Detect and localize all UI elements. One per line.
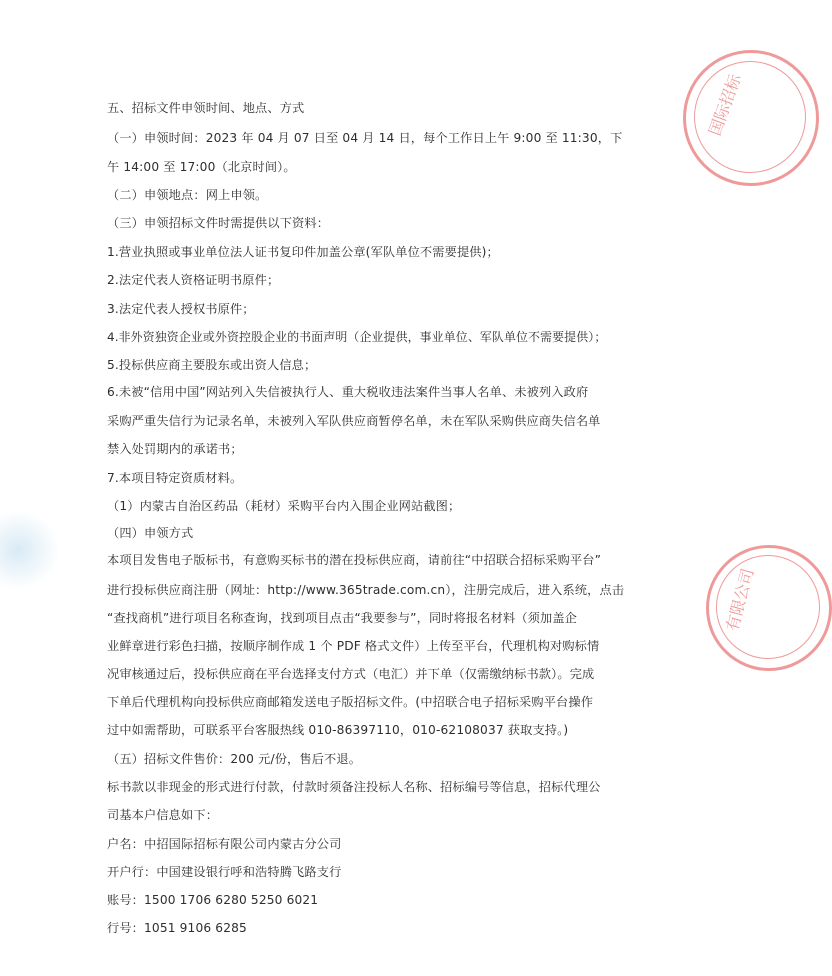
company-seal-top bbox=[683, 50, 819, 186]
doc-line: 业鲜章进行彩色扫描，按顺序制作成 1 个 PDF 格式文件）上传至平台，代理机构对购标情 bbox=[107, 639, 600, 653]
seal-text-top: 国际招标 bbox=[705, 71, 745, 139]
doc-line: （1）内蒙古自治区药品（耗材）采购平台内入围企业网站截图； bbox=[107, 499, 461, 513]
doc-line: 5.投标供应商主要股东或出资人信息； bbox=[107, 358, 317, 372]
doc-line: 进行投标供应商注册（网址：http://www.365trade.com.cn），注册完成后，进入系统，点击 bbox=[107, 583, 625, 597]
bank-name: 开户行：中国建设银行呼和浩特腾飞路支行 bbox=[107, 865, 342, 879]
doc-line: 过中如需帮助，可联系平台客服热线 010-86397110，010-62108037 获取支持。) bbox=[107, 723, 569, 737]
doc-line: （三）申领招标文件时需提供以下资料： bbox=[107, 216, 330, 230]
doc-line: 采购严重失信行为记录名单，未被列入军队供应商暂停名单，未在军队采购供应商失信名单 bbox=[107, 414, 601, 428]
account-name: 户名：中招国际招标有限公司内蒙古分公司 bbox=[107, 837, 342, 851]
doc-line: 6.未被“信用中国”网站列入失信被执行人、重大税收违法案件当事人名单、未被列入政府 bbox=[107, 385, 589, 399]
doc-line: 下单后代理机构向投标供应商邮箱发送电子版招标文件。(中招联合电子招标采购平台操作 bbox=[107, 695, 594, 709]
doc-line: 2.法定代表人资格证明书原件； bbox=[107, 273, 280, 287]
doc-line: 3.法定代表人授权书原件； bbox=[107, 302, 255, 316]
section-heading-5: 五、招标文件申领时间、地点、方式 bbox=[107, 101, 305, 115]
doc-line: 标书款以非现金的形式进行付款，付款时须备注投标人名称、招标编号等信息，招标代理公 bbox=[107, 780, 601, 794]
doc-line: “查找商机”进行项目名称查询，找到项目点击“我要参与”，同时将报名材料（须加盖企 bbox=[107, 611, 578, 625]
doc-line: （五）招标文件售价：200 元/份，售后不退。 bbox=[107, 752, 362, 766]
doc-line: （四）申领方式 bbox=[107, 526, 194, 540]
doc-line: （一）申领时间：2023 年 04 月 07 日至 04 月 14 日，每个工作日上午 9:00 至 11:30，下 bbox=[107, 131, 623, 145]
doc-line: 7.本项目特定资质材料。 bbox=[107, 471, 243, 485]
doc-line: 禁入处罚期内的承诺书； bbox=[107, 442, 243, 456]
doc-line: 况审核通过后，投标供应商在平台选择支付方式（电汇）并下单（仅需缴纳标书款）。完成 bbox=[107, 667, 595, 681]
account-number: 账号：1500 1706 6280 5250 6021 bbox=[107, 893, 319, 907]
doc-line: 司基本户信息如下： bbox=[107, 808, 219, 822]
doc-line: 本项目发售电子版标书，有意购买标书的潜在投标供应商，请前往“中招联合招标采购平台” bbox=[107, 553, 602, 567]
doc-line: 1.营业执照或事业单位法人证书复印件加盖公章(军队单位不需要提供)； bbox=[107, 245, 499, 259]
doc-line: （二）申领地点：网上申领。 bbox=[107, 188, 268, 202]
company-seal-mid bbox=[706, 545, 832, 671]
doc-line: 4.非外资独资企业或外资控股企业的书面声明（企业提供，事业单位、军队单位不需要提供）； bbox=[107, 330, 607, 344]
bank-code: 行号：1051 9106 6285 bbox=[107, 921, 247, 935]
seal-text-mid: 有限公司 bbox=[722, 566, 758, 634]
doc-line: 午 14:00 至 17:00（北京时间）。 bbox=[107, 160, 296, 174]
scan-artifact bbox=[0, 510, 60, 590]
